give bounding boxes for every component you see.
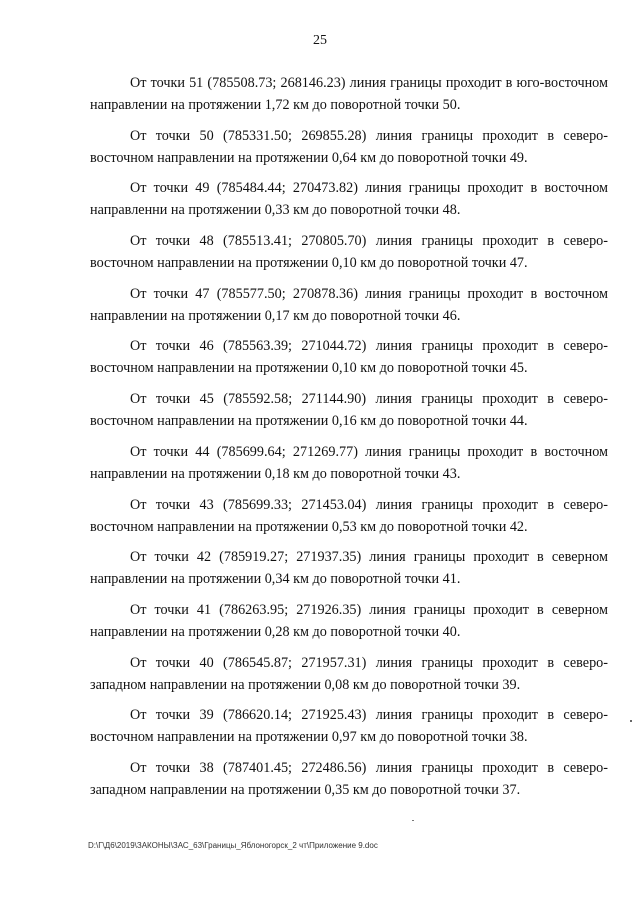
boundary-paragraph: От точки 45 (785592.58; 271144.90) линия границы проходит в северо-восточном направлении на протяжении 0,16 км до поворотной точки 44. [90, 391, 608, 430]
boundary-paragraph: От точки 39 (786620.14; 271925.43) линия границы проходит в северо-восточном направлении на протяжении 0,97 км до поворотной точки 38. [90, 707, 608, 746]
boundary-paragraph: От точки 38 (787401.45; 272486.56) линия границы проходит в северо-западном направлении на протяжении 0,35 км до поворотной точки 37. [90, 759, 608, 798]
boundary-paragraph: От точки 48 (785513.41; 270805.70) линия границы проходит в северо-восточном направлении на протяжении 0,10 км до поворотной точки 47. [90, 233, 608, 272]
boundary-paragraph: От точки 42 (785919.27; 271937.35) линия границы проходит в северном направлении на протяжении 0,34 км до поворотной точки 41. [90, 549, 608, 588]
document-body [90, 72, 608, 810]
boundary-paragraph: От точки 50 (785331.50; 269855.28) линия границы проходит в северо-восточном направлении на протяжении 0,64 км до поворотной точки 49. [90, 127, 608, 166]
boundary-paragraph: От точки 46 (785563.39; 271044.72) линия границы проходит в северо-восточном направлении на протяжении 0,10 км до поворотной точки 45. [90, 338, 608, 377]
boundary-paragraph: От точки 44 (785699.64; 271269.77) линия границы проходит в восточном направлении на протяжении 0,18 км до поворотной точки 43. [90, 443, 608, 482]
boundary-paragraph: От точки 47 (785577.50; 270878.36) линия границы проходит в восточном направлении на протяжении 0,17 км до поворотной точки 46. [90, 285, 608, 324]
scan-dot [412, 820, 414, 821]
margin-mark [630, 720, 632, 722]
boundary-paragraph: От точки 51 (785508.73; 268146.23) линия границы проходит в юго-восточном направлении на протяжении 1,72 км до поворотной точки 50. [90, 75, 608, 113]
boundary-paragraph: От точки 49 (785484.44; 270473.82) линия границы проходит в восточном направленни на протяжении 0,33 км до поворотной точки 48. [90, 180, 608, 219]
boundary-paragraph: От точки 41 (786263.95; 271926.35) линия границы проходит в северном направлении на протяжении 0,28 км до поворотной точки 40. [90, 601, 608, 640]
boundary-paragraph: От точки 43 (785699.33; 271453.04) линия границы проходит в северо-восточном направлении на протяжении 0,53 км до поворотной точки 42. [90, 496, 608, 535]
footer-file-path: D:\Г\Д6\2019\ЗАКОНЫ\ЗАС_63\Границы_Яблоногорск_2 чт\Приложение 9.doc [88, 841, 378, 850]
boundary-paragraph: От точки 40 (786545.87; 271957.31) линия границы проходит в северо-западном направлении на протяжении 0,08 км до поворотной точки 39. [90, 654, 608, 693]
page-number: 25 [313, 33, 327, 48]
